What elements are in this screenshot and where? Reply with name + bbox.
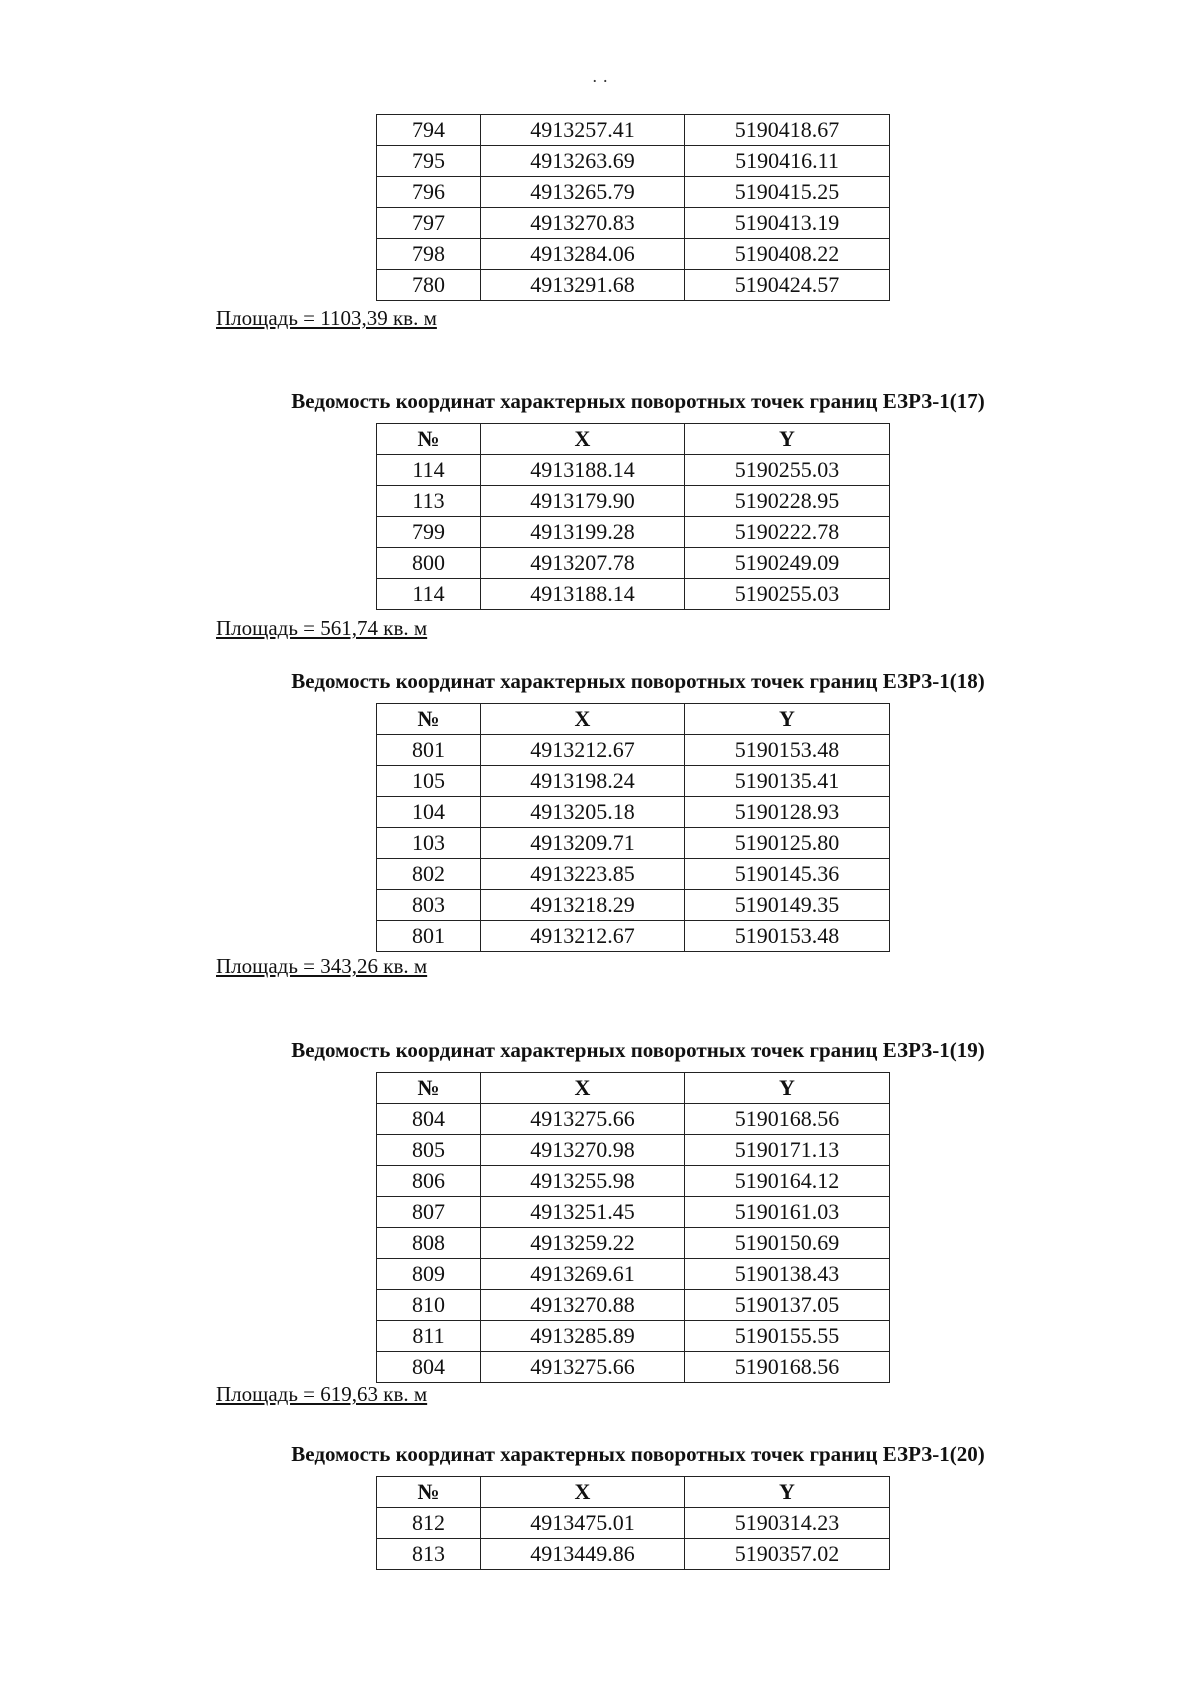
y-coordinate-cell: 5190138.43 bbox=[685, 1259, 890, 1290]
table-row bbox=[377, 921, 890, 952]
table-row bbox=[377, 177, 890, 208]
x-coordinate-cell: 4913205.18 bbox=[481, 797, 685, 828]
column-header: № bbox=[377, 704, 481, 735]
point-number-cell: 796 bbox=[377, 177, 481, 208]
column-header: X bbox=[481, 1073, 685, 1104]
column-header: № bbox=[377, 1073, 481, 1104]
x-coordinate-cell: 4913270.83 bbox=[481, 208, 685, 239]
point-number-cell: 809 bbox=[377, 1259, 481, 1290]
point-number-cell: 808 bbox=[377, 1228, 481, 1259]
y-coordinate-cell: 5190357.02 bbox=[685, 1539, 890, 1570]
y-coordinate-cell: 5190153.48 bbox=[685, 921, 890, 952]
y-coordinate-cell: 5190171.13 bbox=[685, 1135, 890, 1166]
column-header: Y bbox=[685, 1477, 890, 1508]
table-header-row bbox=[377, 1477, 890, 1508]
point-number-cell: 812 bbox=[377, 1508, 481, 1539]
x-coordinate-cell: 4913207.78 bbox=[481, 548, 685, 579]
x-coordinate-cell: 4913285.89 bbox=[481, 1321, 685, 1352]
table-row bbox=[377, 455, 890, 486]
table-row bbox=[377, 517, 890, 548]
x-coordinate-cell: 4913270.98 bbox=[481, 1135, 685, 1166]
x-coordinate-cell: 4913270.88 bbox=[481, 1290, 685, 1321]
area-summary: Площадь = 343,26 кв. м bbox=[216, 954, 428, 978]
table-title: Ведомость координат характерных поворотных точек границ ЕЗРЗ-1(19) bbox=[291, 1038, 985, 1062]
table-row bbox=[377, 1259, 890, 1290]
point-number-cell: 795 bbox=[377, 146, 481, 177]
point-number-cell: 113 bbox=[377, 486, 481, 517]
point-number-cell: 804 bbox=[377, 1104, 481, 1135]
y-coordinate-cell: 5190228.95 bbox=[685, 486, 890, 517]
point-number-cell: 813 bbox=[377, 1539, 481, 1570]
table-row bbox=[377, 1166, 890, 1197]
x-coordinate-cell: 4913188.14 bbox=[481, 579, 685, 610]
point-number-cell: 801 bbox=[377, 735, 481, 766]
table-row bbox=[377, 735, 890, 766]
y-coordinate-cell: 5190255.03 bbox=[685, 579, 890, 610]
x-coordinate-cell: 4913251.45 bbox=[481, 1197, 685, 1228]
x-coordinate-cell: 4913475.01 bbox=[481, 1508, 685, 1539]
point-number-cell: 800 bbox=[377, 548, 481, 579]
point-number-cell: 805 bbox=[377, 1135, 481, 1166]
table-header-row bbox=[377, 424, 890, 455]
y-coordinate-cell: 5190222.78 bbox=[685, 517, 890, 548]
table-header-row bbox=[377, 1073, 890, 1104]
point-number-cell: 803 bbox=[377, 890, 481, 921]
x-coordinate-cell: 4913257.41 bbox=[481, 115, 685, 146]
point-number-cell: 780 bbox=[377, 270, 481, 301]
y-coordinate-cell: 5190164.12 bbox=[685, 1166, 890, 1197]
table-row bbox=[377, 1321, 890, 1352]
table-header-row bbox=[377, 704, 890, 735]
x-coordinate-cell: 4913284.06 bbox=[481, 239, 685, 270]
area-summary: Площадь = 619,63 кв. м bbox=[216, 1382, 428, 1406]
area-summary: Площадь = 561,74 кв. м bbox=[216, 616, 428, 640]
y-coordinate-cell: 5190153.48 bbox=[685, 735, 890, 766]
coordinates-table bbox=[376, 703, 890, 952]
x-coordinate-cell: 4913209.71 bbox=[481, 828, 685, 859]
column-header: Y bbox=[685, 704, 890, 735]
point-number-cell: 104 bbox=[377, 797, 481, 828]
y-coordinate-cell: 5190145.36 bbox=[685, 859, 890, 890]
coordinates-table bbox=[376, 1476, 890, 1570]
y-coordinate-cell: 5190249.09 bbox=[685, 548, 890, 579]
point-number-cell: 806 bbox=[377, 1166, 481, 1197]
x-coordinate-cell: 4913255.98 bbox=[481, 1166, 685, 1197]
table-row bbox=[377, 1539, 890, 1570]
x-coordinate-cell: 4913179.90 bbox=[481, 486, 685, 517]
table-row bbox=[377, 270, 890, 301]
point-number-cell: 114 bbox=[377, 579, 481, 610]
point-number-cell: 802 bbox=[377, 859, 481, 890]
table-row bbox=[377, 579, 890, 610]
y-coordinate-cell: 5190416.11 bbox=[685, 146, 890, 177]
x-coordinate-cell: 4913449.86 bbox=[481, 1539, 685, 1570]
x-coordinate-cell: 4913198.24 bbox=[481, 766, 685, 797]
y-coordinate-cell: 5190413.19 bbox=[685, 208, 890, 239]
point-number-cell: 103 bbox=[377, 828, 481, 859]
table-row bbox=[377, 890, 890, 921]
y-coordinate-cell: 5190408.22 bbox=[685, 239, 890, 270]
area-summary: Площадь = 1103,39 кв. м bbox=[216, 306, 437, 330]
y-coordinate-cell: 5190137.05 bbox=[685, 1290, 890, 1321]
y-coordinate-cell: 5190150.69 bbox=[685, 1228, 890, 1259]
coordinates-table bbox=[376, 423, 890, 610]
x-coordinate-cell: 4913265.79 bbox=[481, 177, 685, 208]
y-coordinate-cell: 5190415.25 bbox=[685, 177, 890, 208]
y-coordinate-cell: 5190168.56 bbox=[685, 1352, 890, 1383]
table-row bbox=[377, 115, 890, 146]
column-header: № bbox=[377, 1477, 481, 1508]
x-coordinate-cell: 4913199.28 bbox=[481, 517, 685, 548]
point-number-cell: 799 bbox=[377, 517, 481, 548]
table-row bbox=[377, 859, 890, 890]
point-number-cell: 804 bbox=[377, 1352, 481, 1383]
x-coordinate-cell: 4913259.22 bbox=[481, 1228, 685, 1259]
x-coordinate-cell: 4913275.66 bbox=[481, 1352, 685, 1383]
y-coordinate-cell: 5190128.93 bbox=[685, 797, 890, 828]
table-row bbox=[377, 239, 890, 270]
y-coordinate-cell: 5190135.41 bbox=[685, 766, 890, 797]
column-header: № bbox=[377, 424, 481, 455]
table-row bbox=[377, 1135, 890, 1166]
point-number-cell: 794 bbox=[377, 115, 481, 146]
table-row bbox=[377, 1228, 890, 1259]
point-number-cell: 798 bbox=[377, 239, 481, 270]
column-header: X bbox=[481, 704, 685, 735]
column-header: X bbox=[481, 424, 685, 455]
y-coordinate-cell: 5190149.35 bbox=[685, 890, 890, 921]
x-coordinate-cell: 4913291.68 bbox=[481, 270, 685, 301]
point-number-cell: 105 bbox=[377, 766, 481, 797]
table-row bbox=[377, 486, 890, 517]
y-coordinate-cell: 5190255.03 bbox=[685, 455, 890, 486]
x-coordinate-cell: 4913269.61 bbox=[481, 1259, 685, 1290]
table-row bbox=[377, 548, 890, 579]
table-row bbox=[377, 146, 890, 177]
table-row bbox=[377, 1197, 890, 1228]
y-coordinate-cell: 5190161.03 bbox=[685, 1197, 890, 1228]
y-coordinate-cell: 5190418.67 bbox=[685, 115, 890, 146]
y-coordinate-cell: 5190168.56 bbox=[685, 1104, 890, 1135]
page-mark: · · bbox=[591, 71, 609, 91]
x-coordinate-cell: 4913275.66 bbox=[481, 1104, 685, 1135]
point-number-cell: 114 bbox=[377, 455, 481, 486]
column-header: Y bbox=[685, 1073, 890, 1104]
coordinates-table bbox=[376, 1072, 890, 1383]
table-row bbox=[377, 1104, 890, 1135]
y-coordinate-cell: 5190314.23 bbox=[685, 1508, 890, 1539]
x-coordinate-cell: 4913212.67 bbox=[481, 735, 685, 766]
table-row bbox=[377, 1290, 890, 1321]
table-title: Ведомость координат характерных поворотных точек границ ЕЗРЗ-1(20) bbox=[291, 1442, 985, 1466]
y-coordinate-cell: 5190424.57 bbox=[685, 270, 890, 301]
point-number-cell: 797 bbox=[377, 208, 481, 239]
table-row bbox=[377, 766, 890, 797]
y-coordinate-cell: 5190155.55 bbox=[685, 1321, 890, 1352]
table-title: Ведомость координат характерных поворотных точек границ ЕЗРЗ-1(17) bbox=[291, 389, 985, 413]
table-title: Ведомость координат характерных поворотных точек границ ЕЗРЗ-1(18) bbox=[291, 669, 985, 693]
y-coordinate-cell: 5190125.80 bbox=[685, 828, 890, 859]
table-row bbox=[377, 797, 890, 828]
table-row bbox=[377, 1352, 890, 1383]
column-header: Y bbox=[685, 424, 890, 455]
x-coordinate-cell: 4913263.69 bbox=[481, 146, 685, 177]
x-coordinate-cell: 4913223.85 bbox=[481, 859, 685, 890]
column-header: X bbox=[481, 1477, 685, 1508]
x-coordinate-cell: 4913212.67 bbox=[481, 921, 685, 952]
point-number-cell: 811 bbox=[377, 1321, 481, 1352]
table-row bbox=[377, 1508, 890, 1539]
coordinates-table bbox=[376, 114, 890, 301]
x-coordinate-cell: 4913218.29 bbox=[481, 890, 685, 921]
x-coordinate-cell: 4913188.14 bbox=[481, 455, 685, 486]
point-number-cell: 807 bbox=[377, 1197, 481, 1228]
point-number-cell: 810 bbox=[377, 1290, 481, 1321]
table-row bbox=[377, 828, 890, 859]
point-number-cell: 801 bbox=[377, 921, 481, 952]
table-row bbox=[377, 208, 890, 239]
